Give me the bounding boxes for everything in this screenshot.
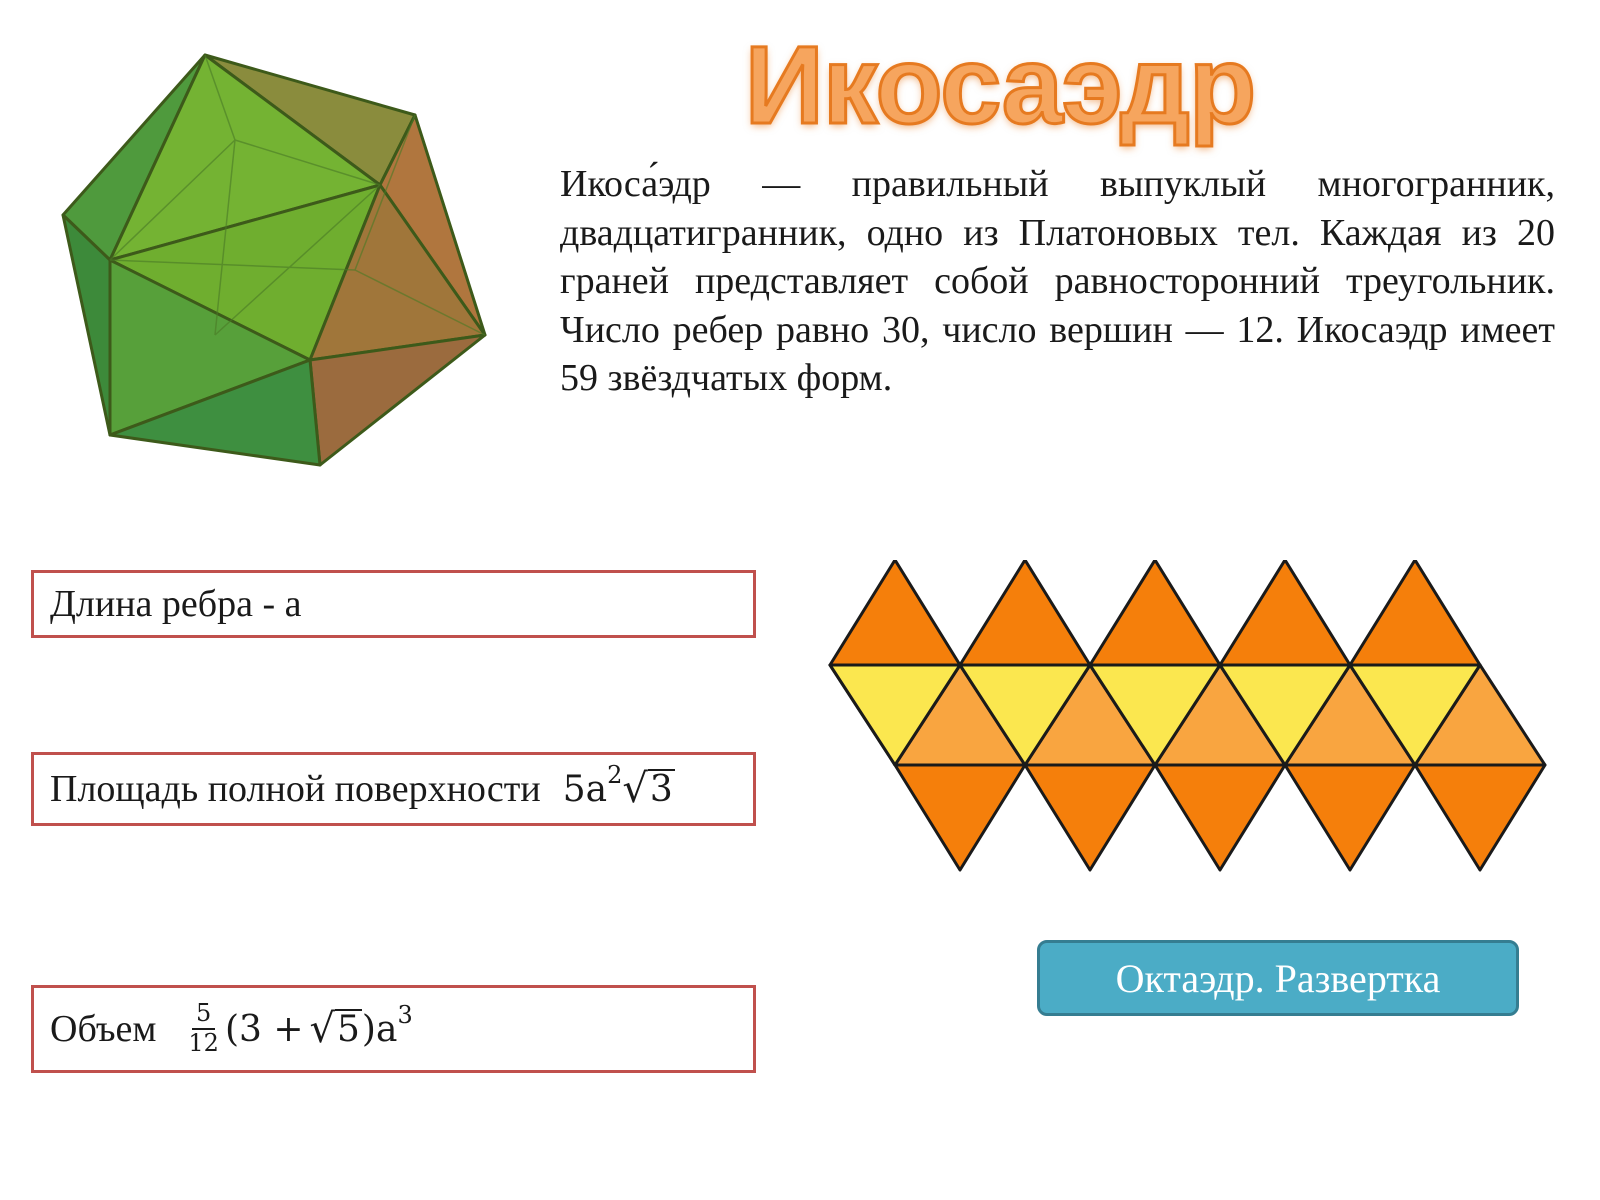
net-top-triangle xyxy=(830,560,960,665)
edge-length-box xyxy=(31,570,756,638)
volume-var: a xyxy=(375,1008,398,1050)
volume-radicand: 5 xyxy=(337,1009,360,1051)
surface-var: a xyxy=(585,768,608,810)
net-bottom-triangle xyxy=(895,765,1025,870)
surface-area-box xyxy=(31,752,756,826)
net-bottom-triangle xyxy=(1155,765,1285,870)
net-top-triangle xyxy=(960,560,1090,665)
sqrt-symbol: √ 5 xyxy=(309,1006,360,1052)
surface-area-formula xyxy=(562,761,675,812)
volume-box xyxy=(31,985,756,1073)
surface-radicand: 3 xyxy=(649,769,673,811)
surface-area-label: Площадь полной поверхности xyxy=(50,768,541,810)
net-bottom-triangle xyxy=(1415,765,1545,870)
net-bottom-triangle xyxy=(1285,765,1415,870)
net-bottom-triangle xyxy=(1025,765,1155,870)
net-top-triangle xyxy=(1090,560,1220,665)
net-top-triangle xyxy=(1220,560,1350,665)
description-text: Икоса́эдр — правильный выпуклый многогранник, двадцатигранник, одно из Платоновых тел. Каждая из 20 граней представляет собой равносторонний треугольник. Число ребер равно 30, число вершин — 12. Икосаэдр имеет 59 звёздчатых форм. xyxy=(560,163,1555,399)
volume-exponent: 3 xyxy=(397,1001,413,1029)
fraction-denominator: 12 xyxy=(188,1029,219,1057)
volume-formula xyxy=(182,1000,412,1057)
volume-label: Объем xyxy=(50,1008,157,1050)
volume-paren-open: (3 + xyxy=(224,1008,304,1050)
volume-fraction xyxy=(188,1000,219,1057)
icosahedron-net-diagram xyxy=(820,560,1550,890)
net-top-triangle xyxy=(1350,560,1480,665)
octahedron-net-button[interactable]: Октаэдр. Развертка xyxy=(1037,940,1519,1016)
fraction-numerator: 5 xyxy=(192,1000,215,1030)
icosahedron-image xyxy=(55,45,505,475)
surface-exponent: 2 xyxy=(607,761,623,789)
edge-length-label: Длина ребра - а xyxy=(50,583,302,625)
surface-coef: 5 xyxy=(562,768,586,810)
page-title: Икосаэдр xyxy=(744,24,1256,147)
volume-paren-close: ) xyxy=(361,1008,376,1050)
sqrt-symbol: √ 3 xyxy=(622,766,673,812)
